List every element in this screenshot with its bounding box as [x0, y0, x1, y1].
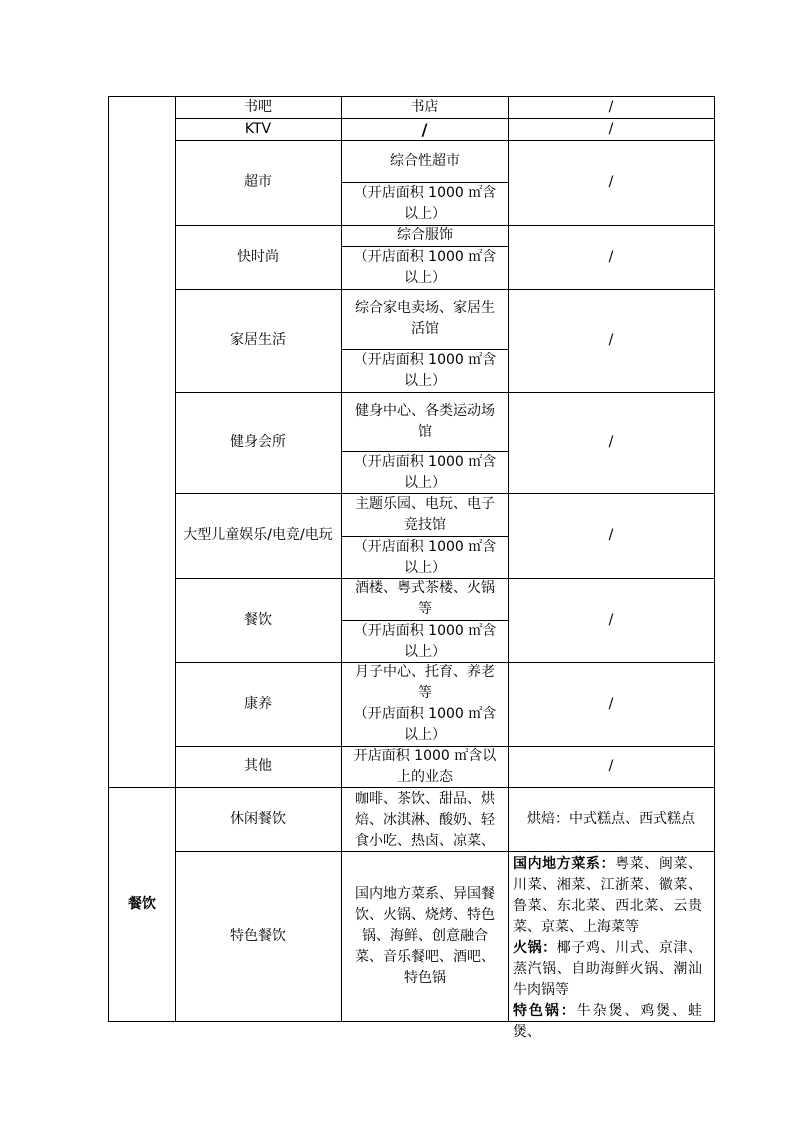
note-cell: /: [608, 527, 614, 543]
note-cell: /: [608, 98, 614, 115]
specialty-note-cell: [509, 854, 706, 1043]
type-cell: 超市: [244, 174, 272, 190]
format-cell: 咖啡、茶饮、甜品、烘焙、冰淇淋、酸奶、轻食小吃、热卤、凉菜、: [355, 791, 495, 849]
format-cell: 酒楼、粤式茶楼、火锅等: [355, 580, 495, 617]
type-cell: 特色餐饮: [230, 928, 286, 944]
format-cell: [342, 662, 508, 746]
hotpot-note: [513, 938, 702, 1001]
note-cell: /: [608, 120, 614, 137]
note-cell: /: [608, 611, 614, 628]
special-pot-label: 特色锅：: [513, 1003, 577, 1019]
format-cell: 综合服饰: [397, 227, 453, 243]
type-cell: KTV: [244, 120, 272, 137]
note-cell: 烘焙：中式糕点、西式糕点: [527, 811, 695, 827]
regional-cuisine-text: 粤菜、闽菜、川菜、湘菜、江浙菜、徽菜、鲁菜、东北菜、西北菜、云贵菜、京菜、上海菜等: [513, 856, 703, 935]
type-cell: 其他: [244, 758, 272, 774]
note-cell: /: [608, 332, 614, 348]
special-pot-note: [513, 1001, 702, 1043]
note-cell: /: [608, 248, 614, 265]
size-cell: （开店面积 1000 ㎡含以上）: [353, 622, 497, 660]
size-text: （开店面积 1000 ㎡含以上）: [353, 706, 497, 743]
size-cell: （开店面积 1000 ㎡含以上）: [353, 352, 497, 389]
format-cell: 开店面积 1000 ㎡含以上的业态: [353, 747, 497, 785]
size-cell: （开店面积 1000 ㎡含以上）: [353, 249, 497, 286]
type-cell: 健身会所: [230, 434, 286, 450]
note-cell: /: [608, 758, 614, 774]
format-cell: 健身中心、各类运动场馆: [355, 402, 495, 440]
type-cell: 康养: [244, 695, 272, 712]
type-cell: 家居生活: [230, 332, 286, 348]
format-cell: 国内地方菜系、异国餐饮、火锅、烧烤、特色锅、海鲜、创意融合菜、音乐餐吧、酒吧、特色锅: [355, 886, 495, 986]
type-cell: 快时尚: [237, 248, 279, 265]
type-cell: 餐饮: [244, 611, 272, 628]
note-cell: /: [608, 174, 614, 190]
size-cell: （开店面积 1000 ㎡含以上）: [353, 538, 497, 576]
type-cell: 大型儿童娱乐/电竞/电玩: [183, 527, 333, 543]
note-cell: /: [608, 695, 614, 712]
hotpot-label: 火锅：: [513, 940, 557, 956]
format-cell: /: [421, 119, 428, 139]
category-cell-dining: 餐饮: [128, 896, 156, 912]
type-cell: 书吧: [244, 98, 272, 115]
size-cell: （开店面积 1000 ㎡含以上）: [353, 185, 497, 222]
note-cell: /: [608, 434, 614, 450]
regional-cuisine-label: 国内地方菜系：: [513, 856, 616, 872]
special-pot-text: 牛杂煲、鸡煲、蛙煲、: [513, 1003, 703, 1040]
regional-cuisine-note: [513, 854, 702, 938]
table-border-right: [714, 96, 715, 1022]
format-cell: 书店: [410, 98, 439, 115]
format-cell: 主题乐园、电玩、电子竞技馆: [355, 495, 495, 533]
format-cell: 综合性超市: [390, 152, 460, 169]
hotpot-text: 椰子鸡、川式、京津、蒸汽锅、自助海鲜火锅、潮汕牛肉锅等: [513, 940, 702, 998]
size-cell: （开店面积 1000 ㎡含以上）: [353, 453, 497, 491]
format-cell: 综合家电卖场、家居生活馆: [355, 300, 495, 337]
type-cell: 休闲餐饮: [230, 811, 286, 827]
format-text: 月子中心、托育、养老等: [355, 664, 495, 701]
